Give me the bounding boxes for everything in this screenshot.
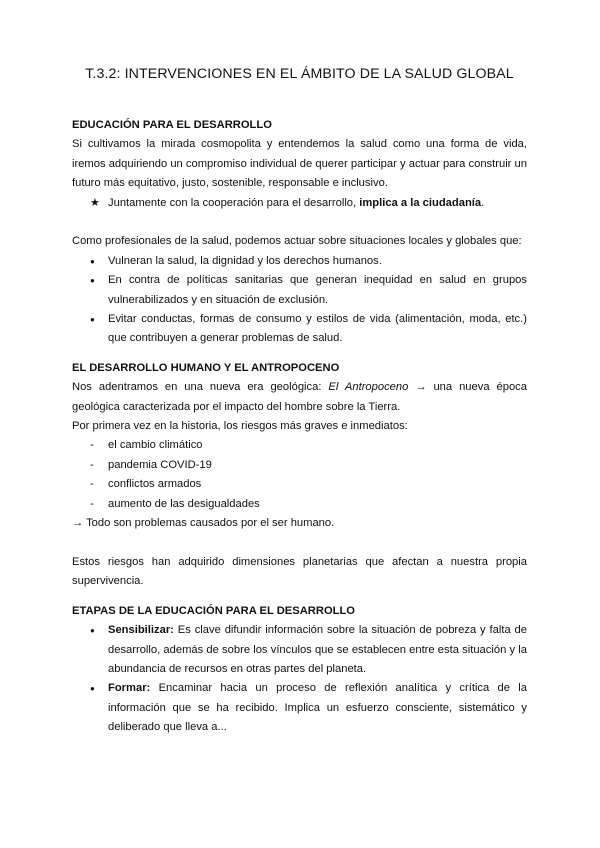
- star-text: Juntamente con la cooperación para el desarrollo,: [108, 196, 360, 209]
- dash-list-riesgos: [72, 436, 527, 514]
- list-item: - conflictos armados: [72, 475, 527, 494]
- star-list: [72, 194, 527, 213]
- dash-marker: -: [90, 458, 94, 471]
- paragraph-supervivencia: Estos riesgos han adquirido dimensiones planetarias que afectan a nuestra propia supervivencia.: [72, 555, 527, 588]
- etapa-label: Sensibilizar:: [108, 624, 174, 637]
- paragraph-riesgos: Por primera vez en la historia, los riesgos más graves e inmediatos:: [72, 420, 408, 433]
- list-item: Sensibilizar: Es clave difundir información sobre la situación de pobreza y falta de desarrollo, además de sobre los vínculos que se establecen entre esta situación y la abundancia de recursos en otras partes del planeta.: [108, 624, 527, 675]
- star-icon: ★: [90, 196, 101, 209]
- etapa-label: Formar:: [108, 682, 151, 695]
- dash-marker: -: [90, 439, 94, 452]
- list-item: - pandemia COVID-19: [72, 456, 527, 475]
- document-page: [72, 64, 527, 738]
- paragraph-mirada-cosmopolita: Si cultivamos la mirada cosmopolita y entendemos la salud como una forma de vida, iremos adquiriendo un compromiso individual de querer participar y actuar para construir un futuro más equitativo, justo, sostenible, responsable e inclusivo.: [72, 138, 527, 190]
- star-item: [72, 194, 527, 213]
- antropoceno-term: El Antropoceno: [328, 381, 409, 394]
- dash-marker: -: [90, 497, 94, 510]
- section-heading-educacion: EDUCACIÓN PARA EL DESARROLLO: [72, 119, 272, 131]
- list-item: Formar: Encaminar hacia un proceso de reflexión analítica y crítica de la información que se ha recibido. Implica un esfuerzo consciente, sistemático y deliberado que lleva a...: [108, 682, 527, 734]
- paragraph-profesionales: Como profesionales de la salud, podemos actuar sobre situaciones locales y globales que:: [72, 235, 522, 248]
- page-title: T.3.2: INTERVENCIONES EN EL ÁMBITO DE LA SALUD GLOBAL: [85, 66, 514, 82]
- bullet-list-situaciones: [72, 252, 527, 349]
- conclusion-line: → Todo son problemas causados por el ser humano.: [72, 517, 335, 530]
- list-item: - aumento de las desigualdades: [72, 495, 527, 514]
- bullet-list-etapas: [72, 621, 527, 737]
- paragraph-antropoceno: Nos adentramos en una nueva era geológica: El Antropoceno → una nueva época geológica caracterizada por el impacto del hombre sobre la Tierra.: [72, 381, 527, 413]
- section-heading-antropoceno: EL DESARROLLO HUMANO Y EL ANTROPOCENO: [72, 361, 340, 374]
- list-item: Evitar conductas, formas de consumo y estilos de vida (alimentación, moda, etc.) que contribuyen a generar problemas de salud.: [108, 313, 527, 345]
- section-heading-etapas: ETAPAS DE LA EDUCACIÓN PARA EL DESARROLLO: [72, 604, 356, 617]
- list-item: Vulneran la salud, la dignidad y los derechos humanos.: [108, 254, 382, 267]
- list-item: - el cambio climático: [72, 436, 527, 455]
- star-bold-text: implica a la ciudadanía: [359, 196, 482, 209]
- dash-marker: -: [90, 478, 94, 491]
- list-item: En contra de políticas sanitarias que generan inequidad en salud en grupos vulnerabilizados y en situación de exclusión.: [108, 274, 527, 306]
- star-end: .: [481, 196, 485, 209]
